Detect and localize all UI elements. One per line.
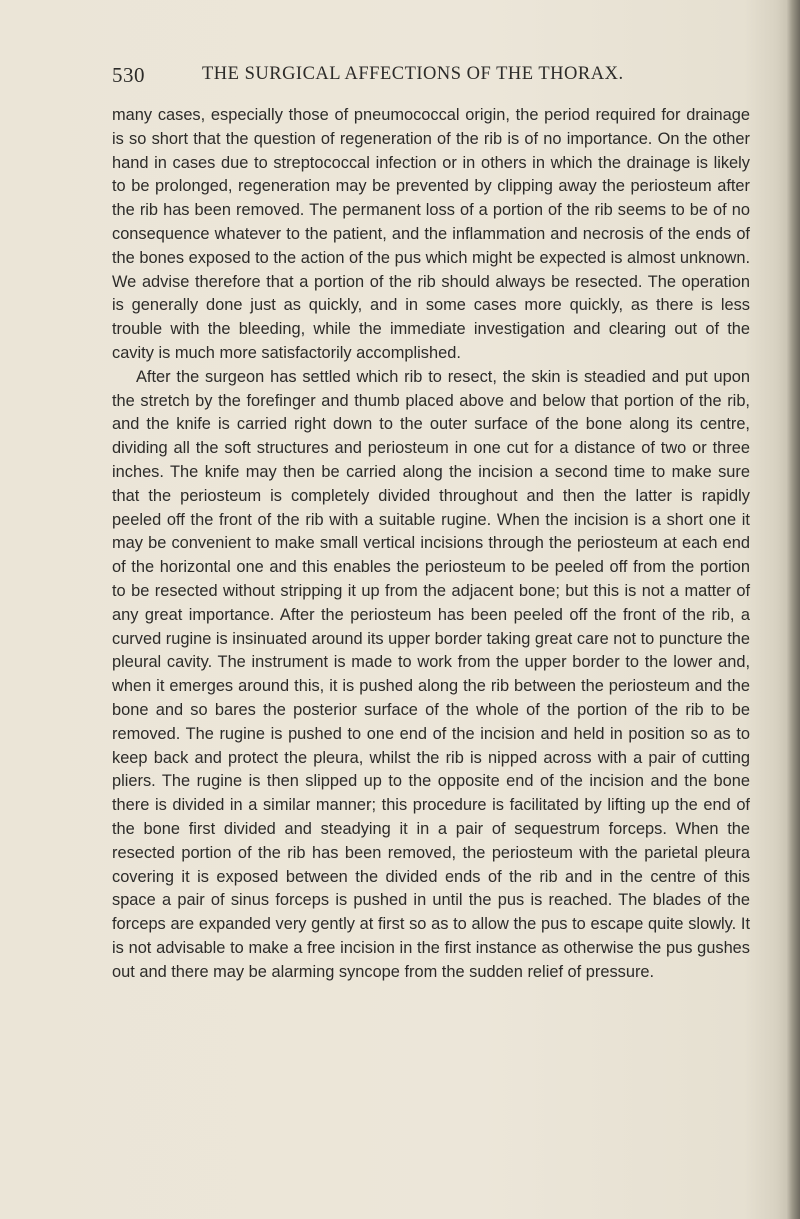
running-title: THE SURGICAL AFFECTIONS OF THE THORAX. [202,64,624,84]
page-number: 530 [112,63,145,87]
running-header [112,63,752,93]
paragraph-continued: many cases, especially those of pneumococcal origin, the period required for drainage is so short that the question of regeneration of the rib is of no importance. On the other hand in cases due to streptococcal infection or in others in which the drainage is likely to be prolonged, regeneration may be prevented by clipping away the periosteum after the rib has been removed. The permanent loss of a portion of the rib seems to be of no consequence whatever to the patient, and the inflammation and necrosis of the ends of the bones exposed to the action of the pus which might be expected is almost unknown. We advise therefore that a portion of the rib should always be resected. The operation is generally done just as quickly, and in some cases more quickly, as there is less trouble with the bleeding, while the immediate investigation and clearing out of the cavity is much more satisfactorily accomplished. [112,106,750,362]
page-binding-shadow [786,0,800,1219]
body-text [112,104,750,984]
paragraph-rib-resection-procedure: After the surgeon has settled which rib to resect, the skin is steadied and put upon the stretch by the forefinger and thumb placed above and below that portion of the rib, and the knife is carried right down to the outer surface of the bone along its centre, dividing all the soft structures and periosteum in one cut for a distance of two or three inches. The knife may then be carried along the incision a second time to make sure that the periosteum is completely divided throughout and then the latter is rapidly peeled off the front of the rib with a suitable rugine. When the incision is a short one it may be convenient to make small vertical incisions through the periosteum at each end of the horizontal one and this enables the periosteum to be peeled off from the portion to be resected without stripping it up from the adjacent bone; but this is not a matter of any great importance. After the periosteum has been peeled off the front of the rib, a curved rugine is insinuated around its upper border taking great care not to puncture the pleural cavity. The instrument is made to work from the upper border to the lower and, when it emerges around this, it is pushed along the rib between the periosteum and the bone and so bares the posterior surface of the whole of the portion of the rib to be removed. The rugine is pushed to one end of the incision and held in position so as to keep back and protect the pleura, whilst the rib is nipped across with a pair of cutting pliers. The rugine is then slipped up to the opposite end of the incision and the bone there is divided in a similar manner; this procedure is facilitated by lifting up the end of the bone first divided and steadying it in a pair of sequestrum forceps. When the resected portion of the rib has been removed, the periosteum with the parietal pleura covering it is exposed between the divided ends of the rib and in the centre of this space a pair of sinus forceps is pushed in until the pus is reached. The blades of the forceps are expanded very gently at first so as to allow the pus to escape quite slowly. It is not advisable to make a free incision in the first instance as otherwise the pus gushes out and there may be alarming syncope from the sudden relief of pressure. [112,367,750,981]
